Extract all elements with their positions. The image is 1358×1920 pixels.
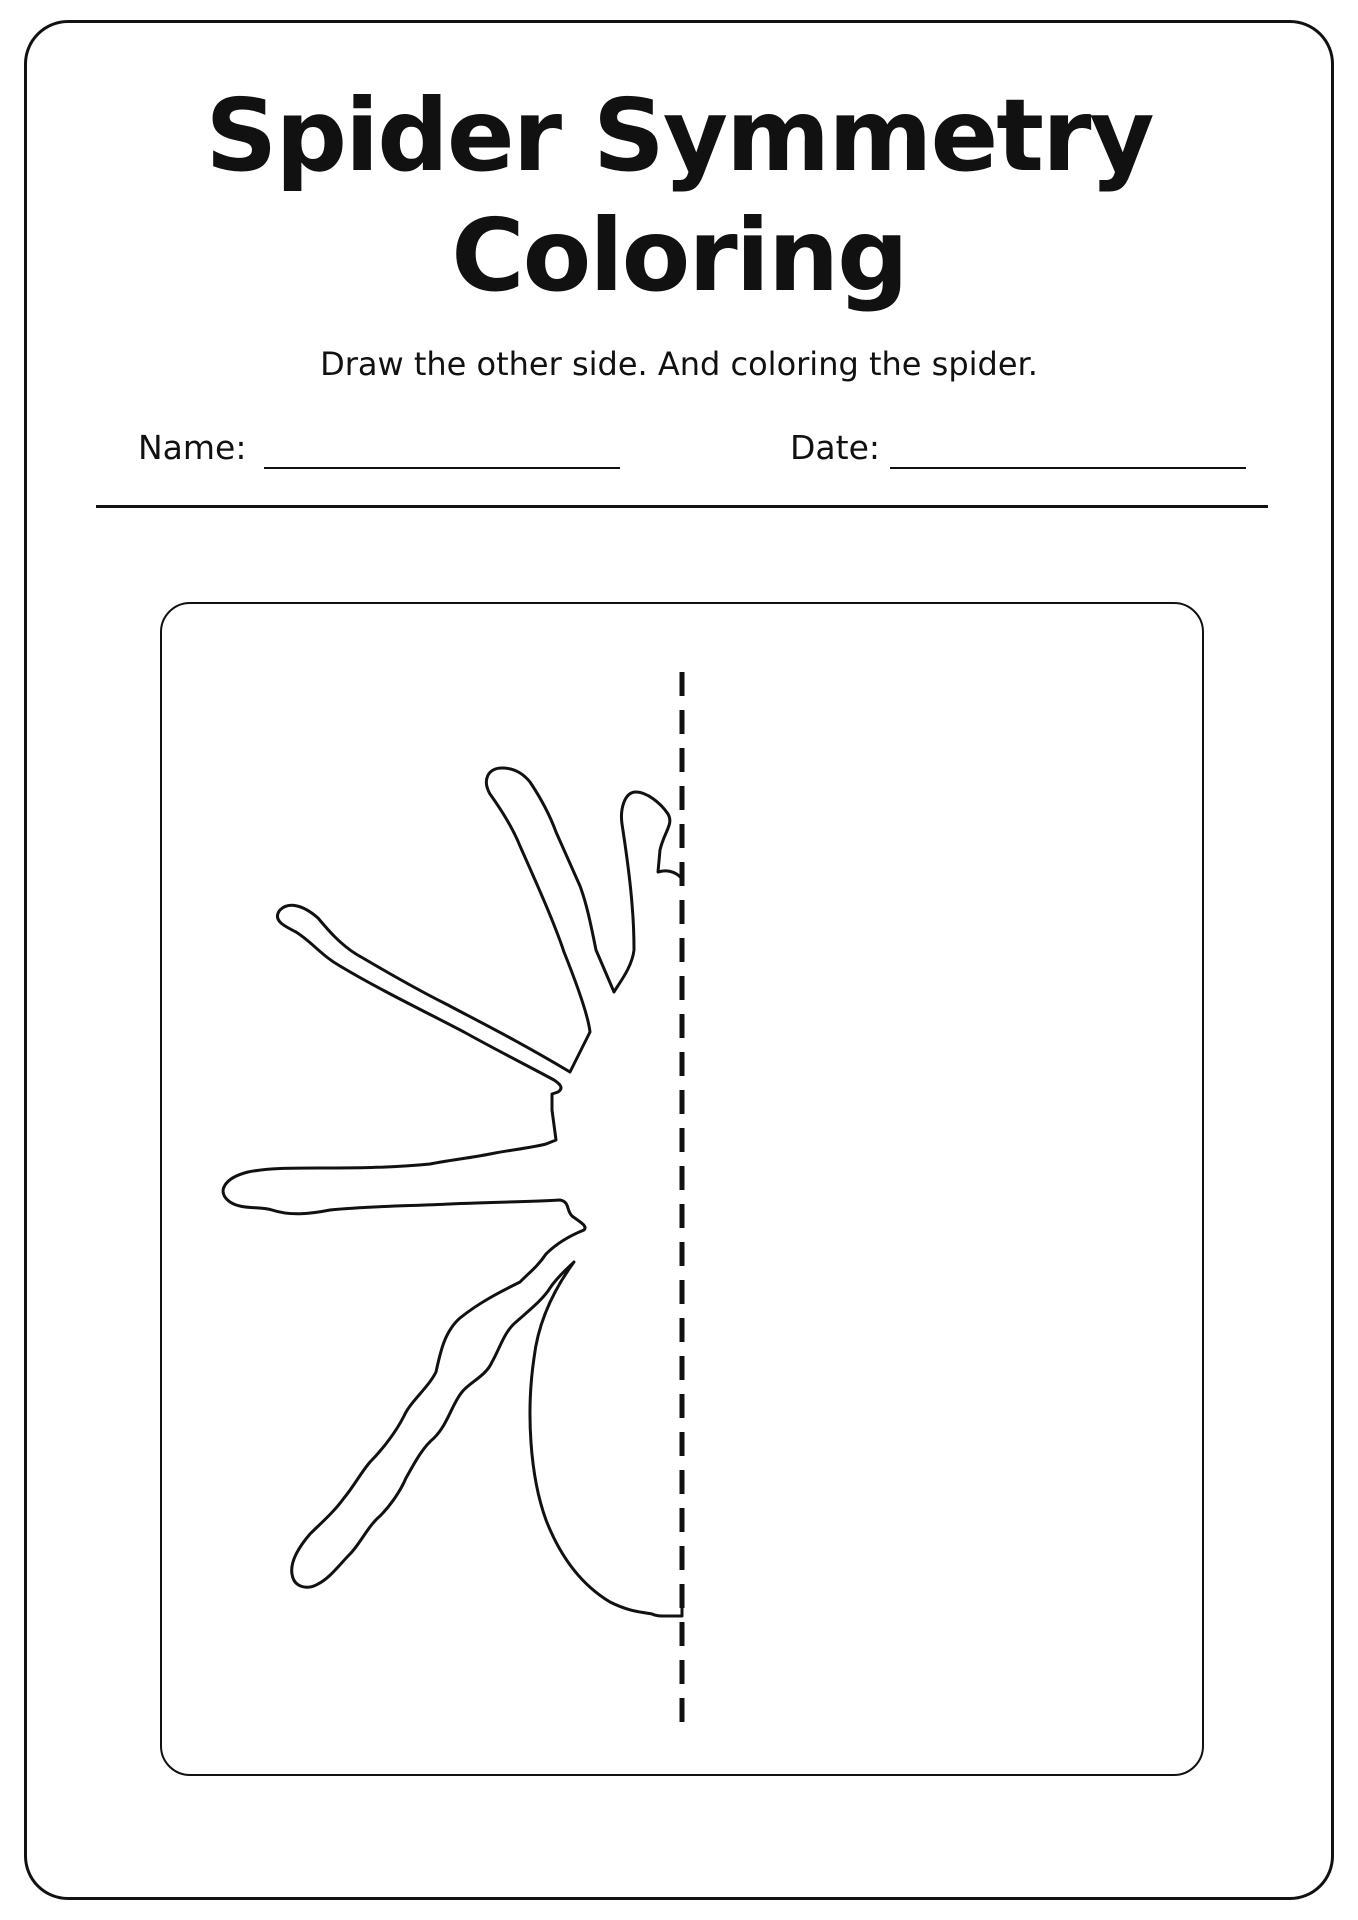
- name-write-line[interactable]: [264, 467, 620, 469]
- header-divider: [96, 505, 1268, 508]
- worksheet-title-continued: Coloring: [451, 197, 907, 314]
- date-label: Date:: [790, 428, 880, 467]
- name-label: Name:: [138, 428, 247, 467]
- instructions-text: Draw the other side. And coloring the spider.: [320, 345, 1038, 383]
- spider-drawing: [160, 602, 1204, 1776]
- spider-leg-upper: [223, 768, 682, 1616]
- date-write-line[interactable]: [890, 467, 1246, 469]
- worksheet-title: Spider Symmetry: [205, 77, 1153, 194]
